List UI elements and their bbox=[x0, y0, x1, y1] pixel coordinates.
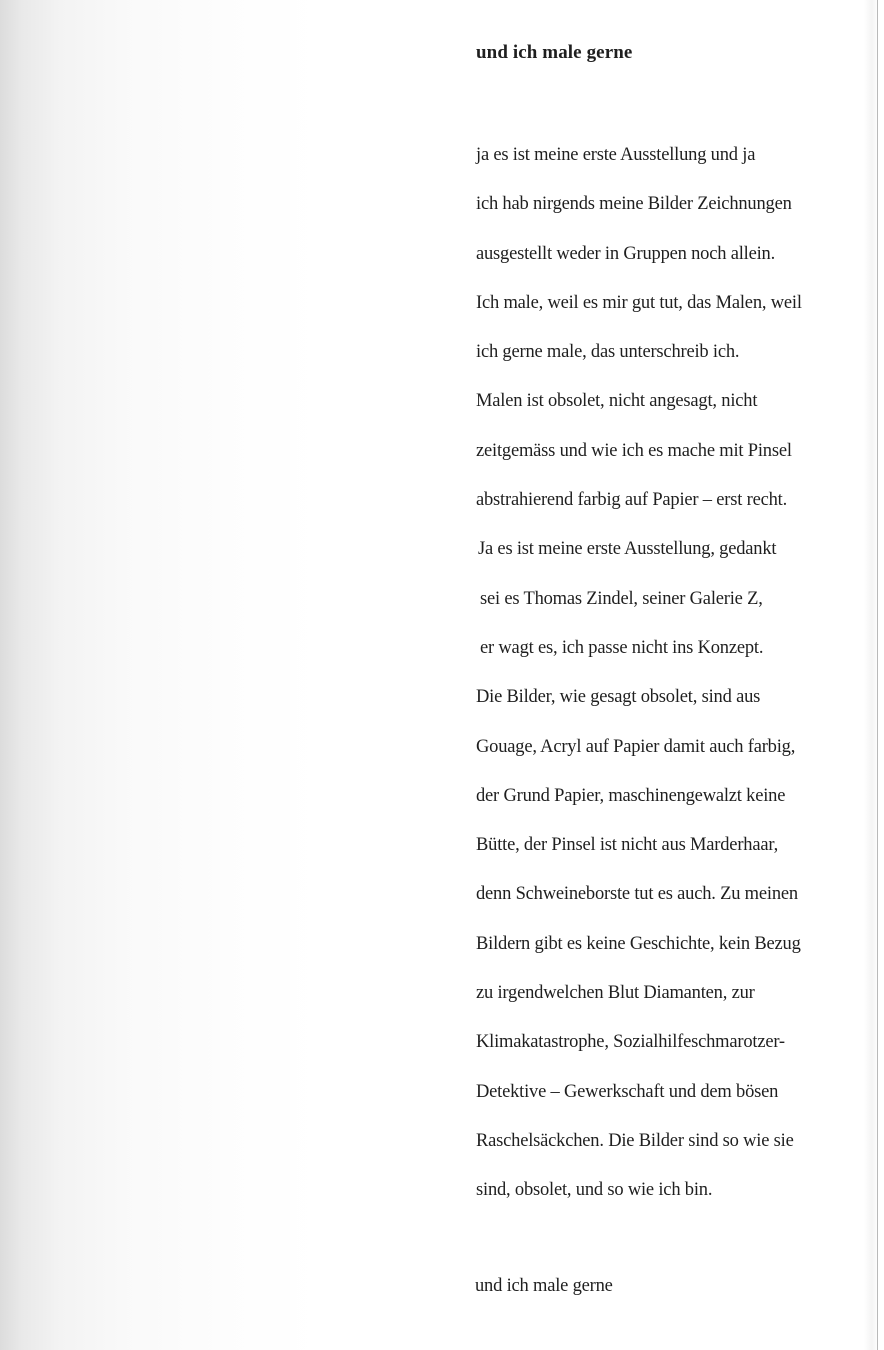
poem-line: Raschelsäckchen. Die Bilder sind so wie sie bbox=[476, 1130, 794, 1151]
poem-line: zeitgemäss und wie ich es mache mit Pinsel bbox=[476, 440, 792, 461]
poem-line: ausgestellt weder in Gruppen noch allein. bbox=[476, 243, 776, 264]
poem-line: ich gerne male, das unterschreib ich. bbox=[476, 342, 740, 363]
poem-line: abstrahierend farbig auf Papier – erst recht. bbox=[476, 490, 788, 511]
poem-line: Die Bilder, wie gesagt obsolet, sind aus bbox=[476, 687, 761, 708]
poem-line: Bütte, der Pinsel ist nicht aus Marderhaar, bbox=[476, 835, 778, 856]
page-edge-divider bbox=[877, 0, 878, 1350]
poem-line: ja es ist meine erste Ausstellung und ja bbox=[476, 145, 756, 165]
poem-line: sei es Thomas Zindel, seiner Galerie Z, bbox=[480, 588, 763, 609]
poem-line: Ich male, weil es mir gut tut, das Malen, weil bbox=[476, 292, 802, 313]
poem-line: Bildern gibt es keine Geschichte, kein Bezug bbox=[476, 933, 801, 954]
poem-line: denn Schweineborste tut es auch. Zu meinen bbox=[476, 884, 798, 905]
poem-line: Ja es ist meine erste Ausstellung, gedankt bbox=[478, 539, 777, 560]
poem-line: Detektive – Gewerkschaft und dem bösen bbox=[476, 1081, 779, 1102]
poem-line: zu irgendwelchen Blut Diamanten, zur bbox=[476, 983, 755, 1004]
poem-closing-line: und ich male gerne bbox=[475, 1276, 613, 1296]
poem-title: und ich male gerne bbox=[476, 42, 633, 63]
poem-line: Malen ist obsolet, nicht angesagt, nicht bbox=[476, 391, 758, 412]
poem-line: der Grund Papier, maschinengewalzt keine bbox=[476, 785, 786, 806]
poem-line: sind, obsolet, und so wie ich bin. bbox=[476, 1180, 713, 1201]
poem-line: Klimakatastrophe, Sozialhilfeschmarotzer- bbox=[476, 1032, 785, 1053]
poem-line: Gouage, Acryl auf Papier damit auch farbig, bbox=[476, 736, 796, 757]
poem-body bbox=[476, 141, 802, 1226]
poem-line: ich hab nirgends meine Bilder Zeichnungen bbox=[476, 194, 792, 215]
poem-line: er wagt es, ich passe nicht ins Konzept. bbox=[480, 637, 764, 658]
